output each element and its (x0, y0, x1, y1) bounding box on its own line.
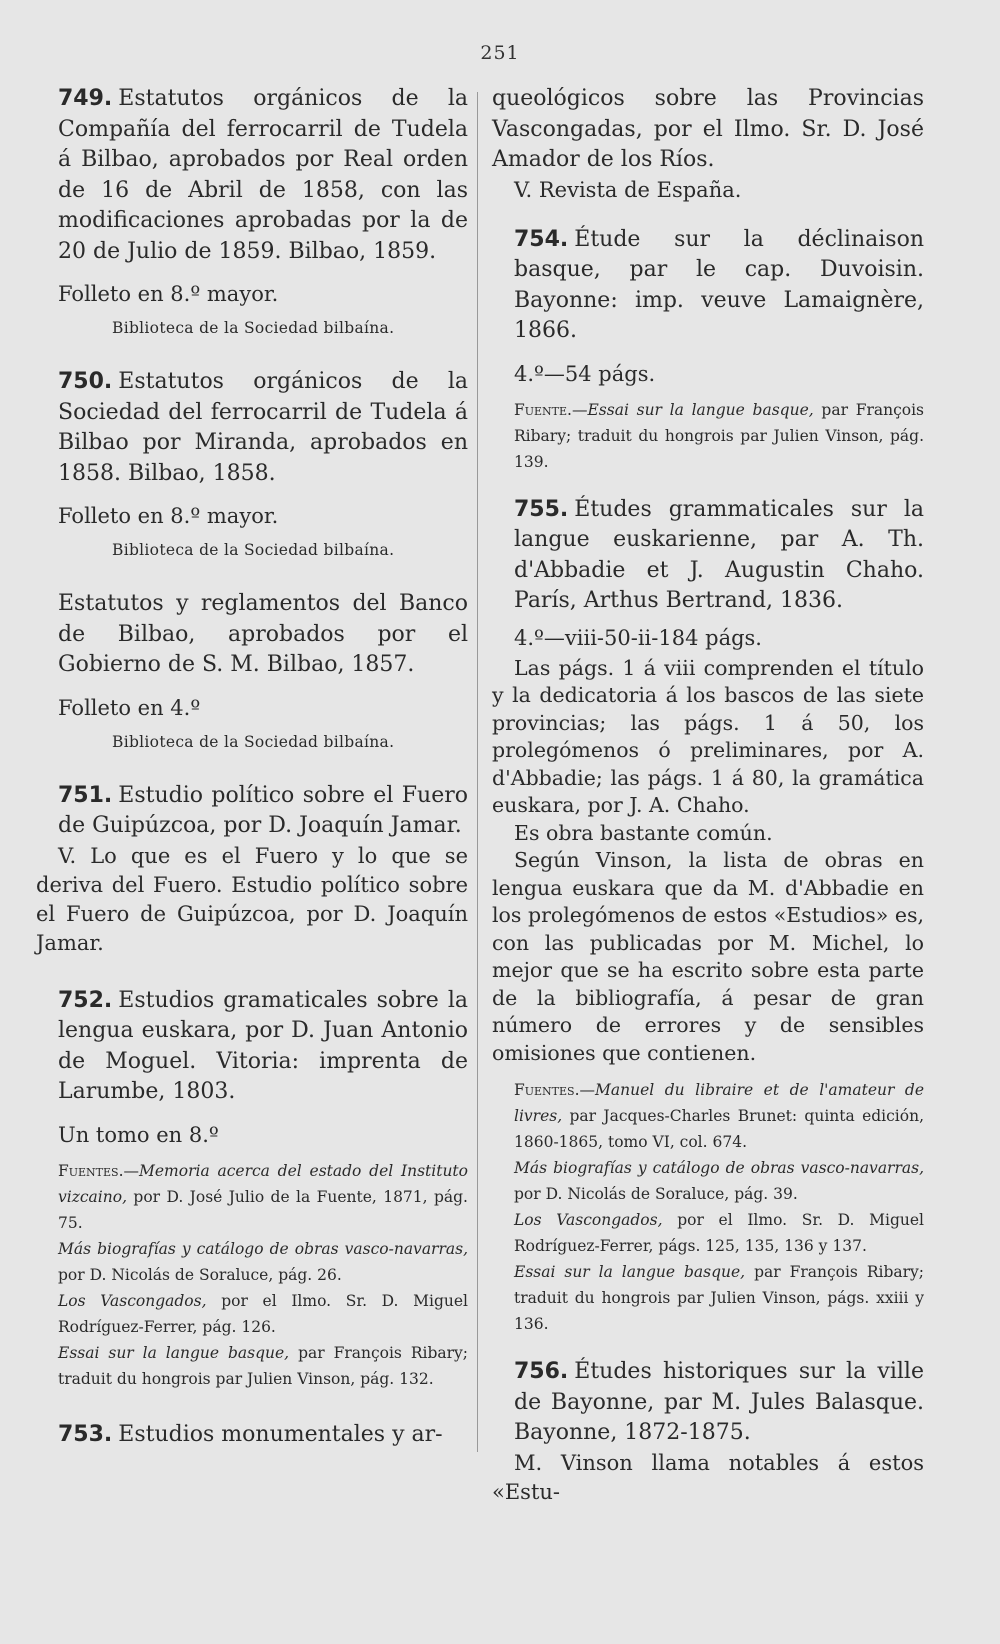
source-detail: por D. Nicolás de Soraluce, pág. 39. (514, 1185, 798, 1203)
entry-format: 4.º—viii-50-ii-184 págs. (514, 625, 762, 650)
source-title: Essai sur la langue basque, (514, 1263, 746, 1281)
source-line (492, 1259, 924, 1337)
entry-see-also: V. Lo que es el Fuero y lo que se deriva del Fuero. Estudio político sobre el Fuero de Guipúzcoa, por D. Joaquín Jamar. (36, 843, 468, 955)
source-detail: par Jacques-Charles Brunet: quinta edición, 1860-1865, tomo VI, col. 674. (514, 1107, 924, 1151)
source-title: Los Vascongados, (514, 1211, 663, 1229)
entry-756 (492, 1357, 924, 1449)
source-detail: par François Ribary; traduit du hongrois par Julien Vinson, págs. xxiii y 136. (514, 1263, 925, 1333)
entry-number: 749. (58, 86, 113, 111)
right-column (492, 84, 924, 1507)
entry-title: Estudios monumentales y ar- (118, 1421, 443, 1447)
entry-title: Étude sur la déclinaison basque, par le cap. Duvoisin. Bayonne: imp. veuve Lamaignère, 1866. (514, 226, 924, 343)
source-detail: por el Ilmo. Sr. D. Miguel Rodríguez-Ferrer, págs. 125, 135, 136 y 137. (514, 1211, 924, 1255)
entry-format: Folleto en 8.º mayor. (58, 282, 279, 306)
entry-number: 752. (58, 987, 113, 1013)
entry-755 (492, 495, 924, 617)
entry-title: Estudios gramaticales sobre la lengua euskara, por D. Juan Antonio de Moguel. Vitoria: imprenta de Larumbe, 1803. (58, 987, 468, 1104)
source-title: Manuel du libraire et de l'amateur de livres, (514, 1081, 924, 1125)
entry-format: 4.º—54 págs. (514, 361, 656, 386)
entry-library: Biblioteca de la Sociedad bilbaína. (112, 732, 395, 751)
entry-format: Folleto en 4.º (58, 695, 201, 720)
entry-title: Études grammaticales sur la langue euskarienne, par A. Th. d'Abbadie et J. Augustin Chaho. París, Arthus Bertrand, 1836. (514, 496, 924, 613)
source-detail: por el Ilmo. Sr. D. Miguel Rodríguez-Ferrer, pág. 126. (58, 1291, 468, 1336)
source-line (492, 1155, 924, 1207)
entry-750 (36, 367, 468, 489)
entry-library: Biblioteca de la Sociedad bilbaína. (112, 319, 395, 337)
entry-sources (492, 1077, 924, 1155)
left-column (36, 84, 468, 1450)
source-detail: por D. José Julio de la Fuente, 1871, pág. 75. (58, 1187, 468, 1232)
source-detail: par François Ribary; traduit du hongrois par Julien Vinson, pág. 139. (514, 400, 925, 471)
entry-note: Es obra bastante común. (514, 820, 773, 845)
entry-note: Según Vinson, la lista de obras en lengua euskara que da M. d'Abbadie en los prolegómenos de estos «Estudios» es, con las publicadas por M. Michel, lo mejor que se ha escrito sobre esta parte de la bibliografía, á pesar de gran número de errores y de sensibles omisiones que contienen. (492, 848, 924, 1065)
entry-number: 751. (58, 782, 113, 808)
source-title: Essai sur la langue basque, (58, 1343, 290, 1362)
entry-number: 753. (58, 1421, 113, 1447)
entry-note: Las págs. 1 á viii comprenden el título y la dedicatoria á los bascos de las siete provincias; las págs. 1 á 50, los prolegómenos ó preliminares, por A. d'Abbadie; las págs. 1 á 80, la gramática euskara, por J. A. Chaho. (492, 655, 924, 817)
entry-see-also: V. Revista de España. (514, 177, 742, 202)
source-title: Más biografías y catálogo de obras vasco-navarras, (514, 1159, 924, 1177)
entry-number: 750. (58, 369, 113, 394)
entry-title: Estatutos orgánicos de la Sociedad del ferrocarril de Tudela á Bilbao por Miranda, aprobados en 1858. Bilbao, 1858. (58, 369, 468, 486)
source-line (36, 1236, 468, 1288)
entry-753 (36, 1420, 468, 1451)
entry-library: Biblioteca de la Sociedad bilbaína. (112, 541, 395, 559)
source-title: Más biografías y catálogo de obras vasco-navarras, (58, 1239, 468, 1258)
column-divider (477, 92, 478, 1452)
entry-format: Folleto en 8.º mayor. (58, 504, 279, 528)
entry-752 (36, 986, 468, 1108)
entry-751 (36, 781, 468, 842)
entry-sources (36, 1158, 468, 1236)
source-line (36, 1288, 468, 1340)
sources-label: Fuentes.— (58, 1161, 140, 1180)
entry-753-continued: queológicos sobre las Provincias Vascongadas, por el Ilmo. Sr. D. José Amador de los Ríos. (492, 86, 924, 172)
entry-title: Estudio político sobre el Fuero de Guipúzcoa, por D. Joaquín Jamar. (58, 782, 468, 838)
sources-label: Fuentes.— (514, 1081, 596, 1099)
entry-title: Estatutos orgánicos de la Compañía del ferrocarril de Tudela á Bilbao, aprobados por Real orden de 16 de Abril de 1858, con las modificaciones aprobadas por la de 20 de Julio de 1859. Bilbao, 1859. (58, 86, 468, 264)
sources-label: Fuente.— (514, 400, 588, 419)
entry-number: 754. (514, 226, 569, 252)
entry-title: Études historiques sur la ville de Bayonne, par M. Jules Balasque. Bayonne, 1872-1875. (514, 1359, 924, 1445)
source-title: Memoria acerca del estado del Instituto vizcaino, (58, 1161, 468, 1206)
source-title: Los Vascongados, (58, 1291, 207, 1310)
source-detail: par François Ribary; traduit du hongrois par Julien Vinson, pág. 132. (58, 1343, 469, 1388)
entry-sources (492, 397, 924, 475)
source-title: Essai sur la langue basque, (587, 400, 814, 419)
entry-number: 756. (514, 1359, 569, 1384)
page-number: 251 (480, 42, 520, 64)
source-line (36, 1340, 468, 1392)
entry-note: M. Vinson llama notables á estos «Estu- (492, 1450, 924, 1504)
entry-banco: Estatutos y reglamentos del Banco de Bilbao, aprobados por el Gobierno de S. M. Bilbao, 1857. (58, 591, 468, 677)
entry-format: Un tomo en 8.º (58, 1122, 219, 1147)
source-line (492, 1207, 924, 1259)
entry-754 (492, 225, 924, 347)
entry-749 (36, 84, 468, 267)
source-detail: por D. Nicolás de Soraluce, pág. 26. (58, 1265, 342, 1284)
entry-number: 755. (514, 496, 569, 522)
